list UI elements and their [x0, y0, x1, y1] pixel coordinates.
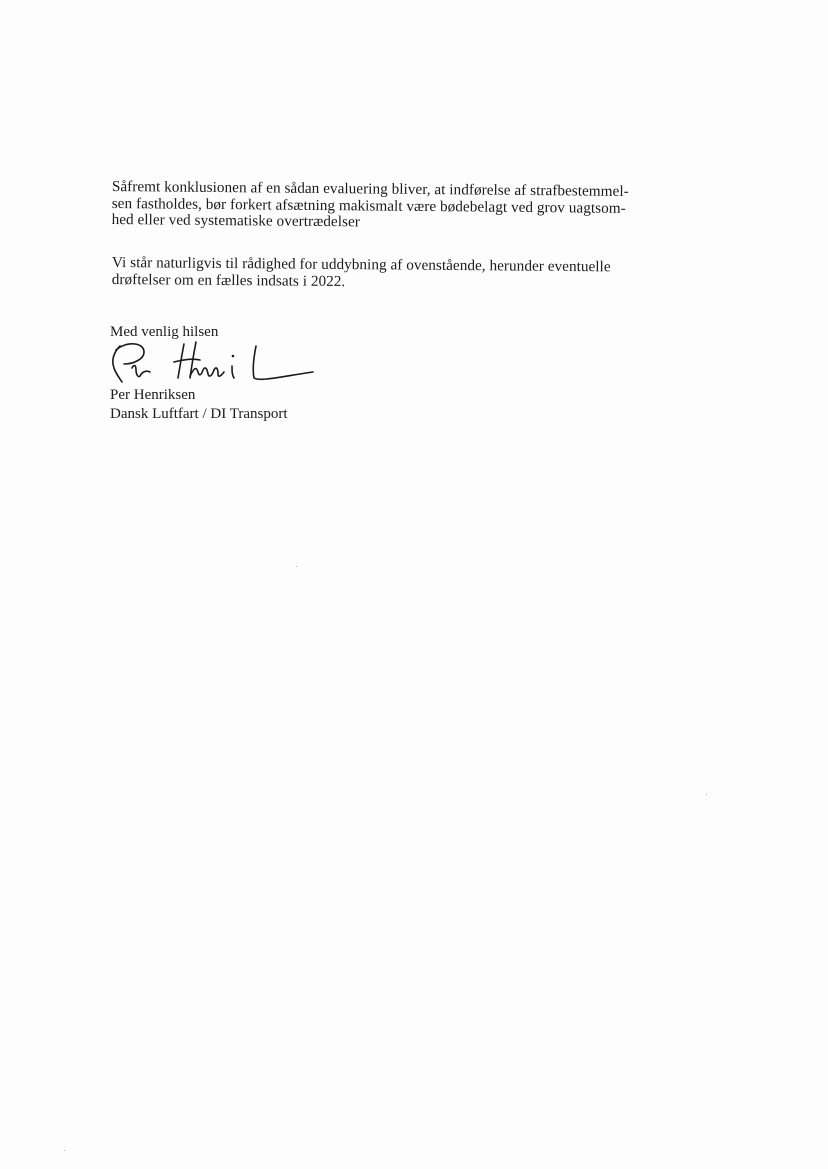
scan-speck	[706, 794, 707, 795]
scan-speck	[296, 566, 297, 567]
paragraph-line: Såfremt konklusionen af en sådan evaluering bliver, at indførelse af strafbestemmel-	[111, 178, 629, 200]
paragraph-line: sen fastholdes, bør forkert afsætning makismalt være bødebelagt ved grov uagtsom-	[111, 194, 626, 217]
paragraph-evaluation	[112, 179, 712, 234]
handwritten-signature	[108, 338, 320, 388]
closing-salutation: Med venlig hilsen	[110, 324, 219, 340]
paragraph-line: Vi står naturligvis til rådighed for uddybning af ovenstående, herunder eventuelle	[111, 254, 611, 276]
scan-speck	[64, 1150, 65, 1151]
paragraph-line: hed eller ved systematiske overtrædelser	[111, 210, 360, 231]
paragraph-availability	[112, 255, 712, 293]
signatory-organization: Dansk Luftfart / DI Transport	[110, 406, 288, 422]
signatory-name: Per Henriksen	[110, 387, 196, 403]
paragraph-line: drøftelser om en fælles indsats i 2022.	[111, 270, 346, 290]
